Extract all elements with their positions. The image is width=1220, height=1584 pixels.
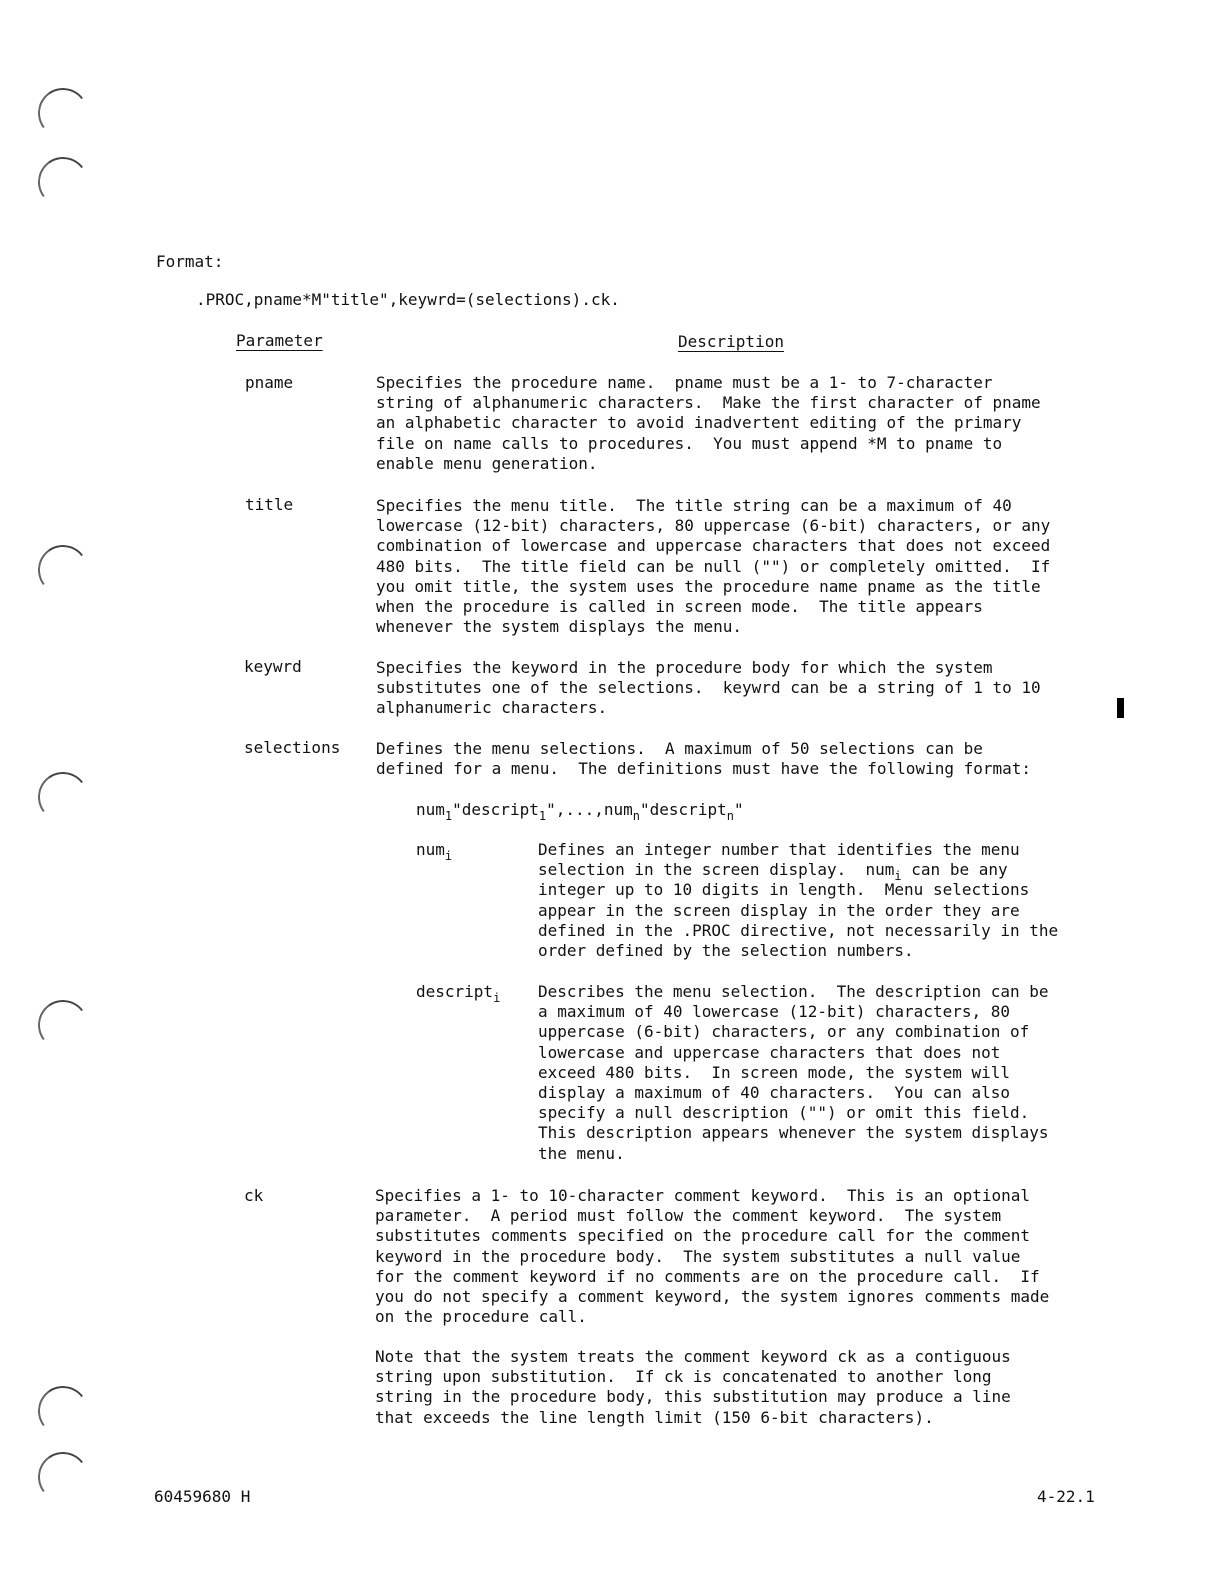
fmt-part: "descript [452, 800, 539, 819]
punch-hole-mark [35, 1449, 91, 1505]
punch-hole-mark [35, 769, 91, 825]
desc-part: can be any [901, 860, 1008, 880]
desc-line: appear in the screen display in the order they are [538, 900, 1020, 920]
fmt-sub: 1 [444, 809, 453, 823]
param-desc-ck [375, 1186, 1049, 1327]
desc-line: defined for a menu. The definitions must have the following format: [376, 759, 1032, 779]
desc-line: exceed 480 bits. In screen mode, the system will [538, 1062, 1011, 1082]
desc-line: you omit title, the system uses the procedure name pname as the title [376, 576, 1041, 596]
fmt-part: ",...,num [546, 800, 633, 819]
param-name-pname: pname [245, 373, 294, 392]
desc-line [538, 860, 1058, 884]
fmt-part: " [733, 800, 744, 819]
desc-line: Specifies the menu title. The title string can be a maximum of 40 [376, 496, 1012, 515]
parameter-header: Parameter [236, 331, 323, 350]
param-name-ck: ck [244, 1186, 264, 1205]
param-desc-selections [376, 739, 1031, 779]
punch-hole-mark [35, 542, 91, 598]
desc-line: on the procedure call. [375, 1307, 587, 1327]
desc-line: integer up to 10 digits in length. Menu selections [538, 880, 1030, 900]
param-name-selections: selections [244, 738, 341, 757]
fmt-sub: n [726, 809, 734, 823]
desc-line: Defines the menu selections. A maximum of 50 selections can be [376, 739, 983, 758]
selection-format-line [416, 800, 744, 823]
desc-line: Specifies the procedure name. pname must be a 1- to 7-character [376, 373, 993, 392]
footer-page-number: 4-22.1 [1037, 1487, 1095, 1506]
subparam-desc-num [538, 840, 1058, 961]
param-name-title: title [245, 495, 294, 514]
desc-line: when the procedure is called in screen mode. The title appears [376, 597, 983, 617]
desc-line: a maximum of 40 lowercase (12-bit) characters, 80 [538, 1002, 1011, 1022]
desc-line: uppercase (6-bit) characters, or any combination of [538, 1022, 1030, 1042]
desc-line: you do not specify a comment keyword, the system ignores comments made [375, 1287, 1050, 1307]
desc-line: 480 bits. The title field can be null ("") or completely omitted. If [376, 556, 1051, 576]
fmt-sub: 1 [538, 809, 547, 823]
fmt-part: num [416, 800, 445, 819]
desc-line: string of alphanumeric characters. Make the first character of pname [376, 393, 1041, 413]
note-line: Note that the system treats the comment keyword ck as a contiguous [375, 1347, 1011, 1366]
subparam-label: descript [416, 982, 494, 1001]
desc-line: file on name calls to procedures. You must append *M to pname to [376, 433, 1003, 453]
desc-line: specify a null description ("") or omit this field. [538, 1103, 1030, 1123]
param-desc-pname [376, 373, 1041, 474]
desc-line: Describes the menu selection. The description can be [538, 982, 1049, 1001]
punch-hole-mark [35, 85, 91, 141]
fmt-part: "descript [640, 800, 727, 819]
desc-line: Specifies a 1- to 10-character comment keyword. This is an optional [375, 1186, 1031, 1205]
desc-line: alphanumeric characters. [376, 698, 608, 718]
param-name-keywrd: keywrd [244, 657, 302, 676]
desc-line: Defines an integer number that identifies the menu [538, 840, 1020, 859]
format-label: Format: [156, 252, 224, 271]
desc-line: enable menu generation. [376, 453, 598, 473]
note-line: that exceeds the line length limit (150 6-bit characters). [375, 1407, 934, 1427]
desc-line: substitutes comments specified on the procedure call for the comment [375, 1226, 1031, 1246]
desc-line: lowercase (12-bit) characters, 80 uppercase (6-bit) characters, or any [376, 516, 1051, 536]
desc-line: display a maximum of 40 characters. You can also [538, 1083, 1011, 1103]
note-line: string in the procedure body, this substitution may produce a line [375, 1387, 1011, 1407]
punch-hole-mark [35, 997, 91, 1053]
punch-hole-mark [35, 1383, 91, 1439]
desc-line: the menu. [538, 1143, 625, 1163]
subparam-sub: i [444, 849, 453, 863]
desc-line: lowercase and uppercase characters that does not [538, 1042, 1001, 1062]
desc-line: order defined by the selection numbers. [538, 941, 914, 961]
desc-line: whenever the system displays the menu. [376, 617, 743, 637]
desc-line: parameter. A period must follow the comment keyword. The system [375, 1206, 1002, 1226]
syntax-line: .PROC,pname*M"title",keywrd=(selections).ck. [196, 290, 620, 309]
subparam-sub: i [493, 991, 501, 1005]
desc-sub: i [894, 869, 902, 884]
subparam-name-num [416, 840, 453, 863]
desc-line: keyword in the procedure body. The system substitutes a null value [375, 1246, 1021, 1266]
subparam-label: num [416, 840, 445, 859]
ck-note [375, 1347, 1011, 1428]
param-desc-keywrd [376, 658, 1041, 719]
desc-line: substitutes one of the selections. keywrd can be a string of 1 to 10 [376, 678, 1041, 698]
punch-hole-mark [35, 154, 91, 210]
desc-line: Specifies the keyword in the procedure body for which the system [376, 658, 993, 677]
desc-line: This description appears whenever the system displays [538, 1123, 1049, 1143]
desc-line: defined in the .PROC directive, not necessarily in the [538, 920, 1059, 940]
subparam-name-descript [416, 982, 501, 1005]
desc-part: selection in the screen display. num [538, 860, 895, 880]
footer-doc-number: 60459680 H [154, 1487, 251, 1506]
desc-line: combination of lowercase and uppercase characters that does not exceed [376, 536, 1051, 556]
desc-line: for the comment keyword if no comments are on the procedure call. If [375, 1266, 1040, 1286]
fmt-sub: n [632, 809, 641, 823]
param-desc-title [376, 496, 1050, 637]
note-line: string upon substitution. If ck is concatenated to another long [375, 1367, 992, 1387]
desc-line: an alphabetic character to avoid inadvertent editing of the primary [376, 413, 1022, 433]
revision-change-bar [1117, 698, 1124, 718]
description-header: Description [678, 332, 784, 351]
subparam-desc-descript [538, 982, 1049, 1164]
